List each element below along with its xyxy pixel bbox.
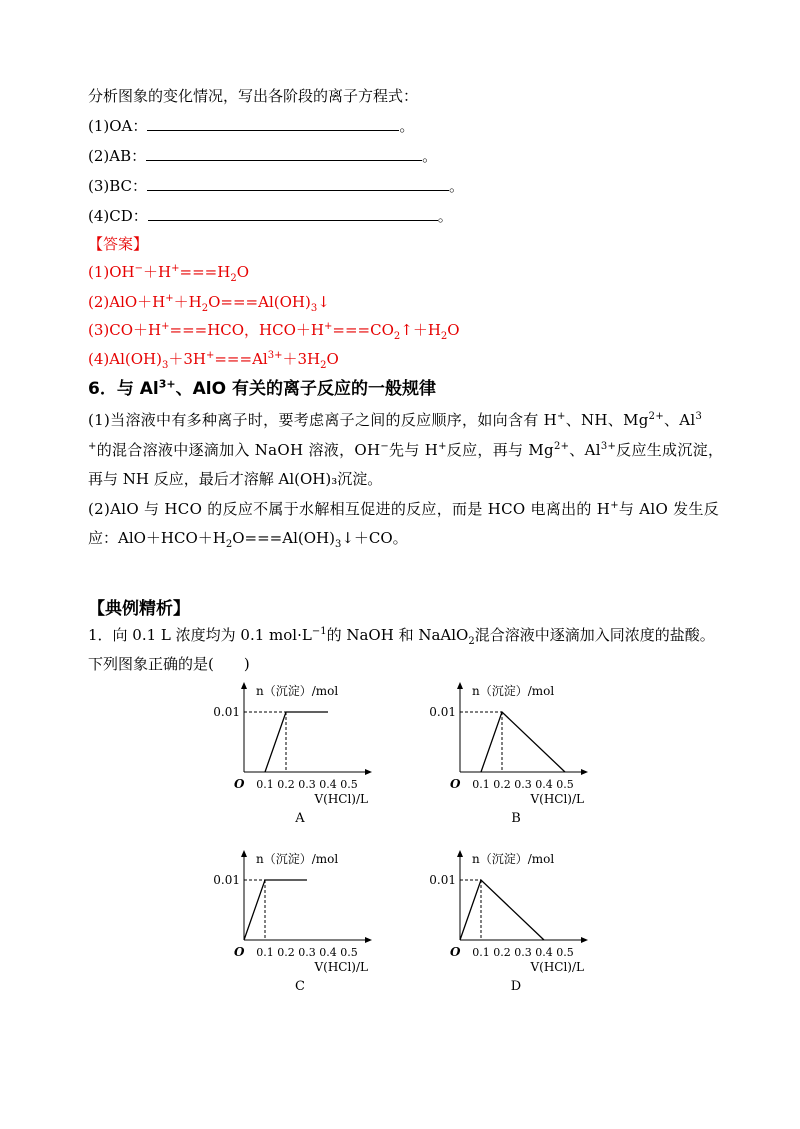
chart-a — [212, 680, 382, 834]
question-line-2: 下列图象正确的是( ) — [88, 655, 250, 673]
blank-line-cd — [88, 206, 453, 226]
y-axis-arrow — [457, 850, 463, 857]
section-6-p2-cont: 应：$AlO+HCO+H_2O===Al(OH)_3↓+CO$。 — [88, 529, 408, 550]
answer-4: $(4)Al(OH)_3+3H^+===Al^{3+}+3H_2O$ — [88, 350, 339, 371]
x-tick-label: 0.5 — [556, 778, 574, 791]
y-tick-label: 0.01 — [213, 873, 240, 887]
x-tick-label: 0.5 — [556, 946, 574, 959]
y-axis-arrow — [241, 682, 247, 689]
answer-blank[interactable] — [147, 116, 399, 131]
x-axis-arrow — [365, 937, 372, 943]
x-tick-label: 0.1 — [256, 778, 274, 791]
origin-label: O — [450, 945, 461, 959]
x-axis-label: V(HCl)/L — [314, 960, 368, 974]
chart-caption: D — [510, 979, 522, 994]
origin-label: O — [234, 777, 245, 791]
y-axis-label: n（沉淀）/mol — [472, 852, 555, 866]
chart-c-svg — [212, 848, 382, 998]
x-tick-label: 0.3 — [298, 778, 316, 791]
y-tick-label: 0.01 — [429, 705, 456, 719]
section-6-p1-end: 再与 NH 反应，最后才溶解 Al(OH)₃沉淀。 — [88, 470, 383, 488]
blank-end: 。 — [399, 117, 415, 135]
y-tick-label: 0.01 — [213, 705, 240, 719]
y-axis-label: n（沉淀）/mol — [472, 684, 555, 698]
x-tick-label: 0.2 — [493, 778, 511, 791]
y-axis-arrow — [457, 682, 463, 689]
series-line — [460, 880, 544, 940]
chart-caption: C — [295, 979, 305, 994]
chart-b-svg — [428, 680, 598, 830]
origin-label: O — [234, 945, 245, 959]
blank-line-ab — [88, 146, 437, 166]
chart-b — [428, 680, 598, 834]
series-line — [244, 880, 307, 940]
x-tick-label: 0.2 — [277, 778, 295, 791]
blank-label: (3)BC： — [88, 177, 148, 195]
answer-blank[interactable] — [146, 146, 422, 161]
answer-blank[interactable] — [147, 176, 449, 191]
chart-caption: B — [511, 811, 521, 826]
question-line-1: 1．向 0.1 L 浓度均为 0.1 $mol\cdot L^{-1}$的 NaOH 和 NaAlO$_2$混合溶液中逐滴加入同浓度的盐酸。 — [88, 626, 715, 647]
blank-label: (1)OA： — [88, 117, 148, 135]
blank-end: 。 — [449, 177, 465, 195]
x-tick-label: 0.2 — [277, 946, 295, 959]
chart-caption: A — [295, 811, 305, 826]
x-tick-label: 0.4 — [319, 946, 337, 959]
chart-a-svg — [212, 680, 382, 830]
blank-label: (2)AB： — [88, 147, 147, 165]
x-tick-label: 0.2 — [493, 946, 511, 959]
chart-d-svg — [428, 848, 598, 998]
x-axis-arrow — [581, 769, 588, 775]
section-6-p2: (2)AlO 与 HCO 的反应不属于水解相互促进的反应，而是 HCO 电离出的 H+与 AlO 发生反 — [88, 500, 720, 518]
x-axis-arrow — [581, 937, 588, 943]
series-line — [481, 712, 565, 772]
chart-c — [212, 848, 382, 1002]
blank-end: 。 — [437, 207, 453, 225]
x-tick-label: 0.3 — [514, 946, 532, 959]
blank-line-oa — [88, 116, 414, 136]
y-axis-label: n（沉淀）/mol — [256, 852, 339, 866]
section-6-p1: (1)当溶液中有多种离子时，要考虑离子之间的反应顺序，如向含有 H+、NH、$Mg^{2+}$、Al$^3$ — [88, 411, 703, 429]
y-tick-label: 0.01 — [429, 873, 456, 887]
intro-text: 分析图象的变化情况，写出各阶段的离子方程式： — [88, 87, 419, 105]
answer-3: (3)CO＋H+===HCO，$HCO+H^+===CO_2↑+H_2O$ — [88, 321, 460, 342]
blank-end: 。 — [422, 147, 438, 165]
y-axis-label: n（沉淀）/mol — [256, 684, 339, 698]
x-tick-label: 0.1 — [472, 946, 490, 959]
x-axis-label: V(HCl)/L — [530, 792, 584, 806]
x-tick-label: 0.3 — [514, 778, 532, 791]
x-tick-label: 0.4 — [319, 778, 337, 791]
blank-line-bc — [88, 176, 464, 196]
answer-blank[interactable] — [148, 206, 438, 221]
origin-label: O — [450, 777, 461, 791]
chart-d — [428, 848, 598, 1002]
x-tick-label: 0.3 — [298, 946, 316, 959]
answer-2: $(2)AlO+H^++H_2O===Al(OH)_3↓$ — [88, 293, 330, 314]
x-tick-label: 0.1 — [256, 946, 274, 959]
x-tick-label: 0.4 — [535, 946, 553, 959]
x-tick-label: 0.4 — [535, 778, 553, 791]
answer-heading: 【答案】 — [88, 235, 149, 253]
x-axis-label: V(HCl)/L — [530, 960, 584, 974]
y-axis-arrow — [241, 850, 247, 857]
answer-1: $(1)OH^-+H^+===H_2O$ — [88, 263, 249, 284]
section-6-p1-cont: +的混合溶液中逐滴加入 NaOH 溶液，OH−先与 H+反应，再与 $Mg^{2+}$、$Al^{3+}$反应生成沉淀， — [88, 441, 724, 459]
series-line — [265, 712, 328, 772]
blank-label: (4)CD： — [88, 207, 148, 225]
x-axis-arrow — [365, 769, 372, 775]
example-heading: 【典例精析】 — [88, 599, 190, 619]
section-6-heading: 6．与 $Al^{3+}$、AlO 有关的离子反应的一般规律 — [88, 377, 436, 399]
x-tick-label: 0.5 — [340, 778, 358, 791]
x-tick-label: 0.5 — [340, 946, 358, 959]
x-axis-label: V(HCl)/L — [314, 792, 368, 806]
x-tick-label: 0.1 — [472, 778, 490, 791]
